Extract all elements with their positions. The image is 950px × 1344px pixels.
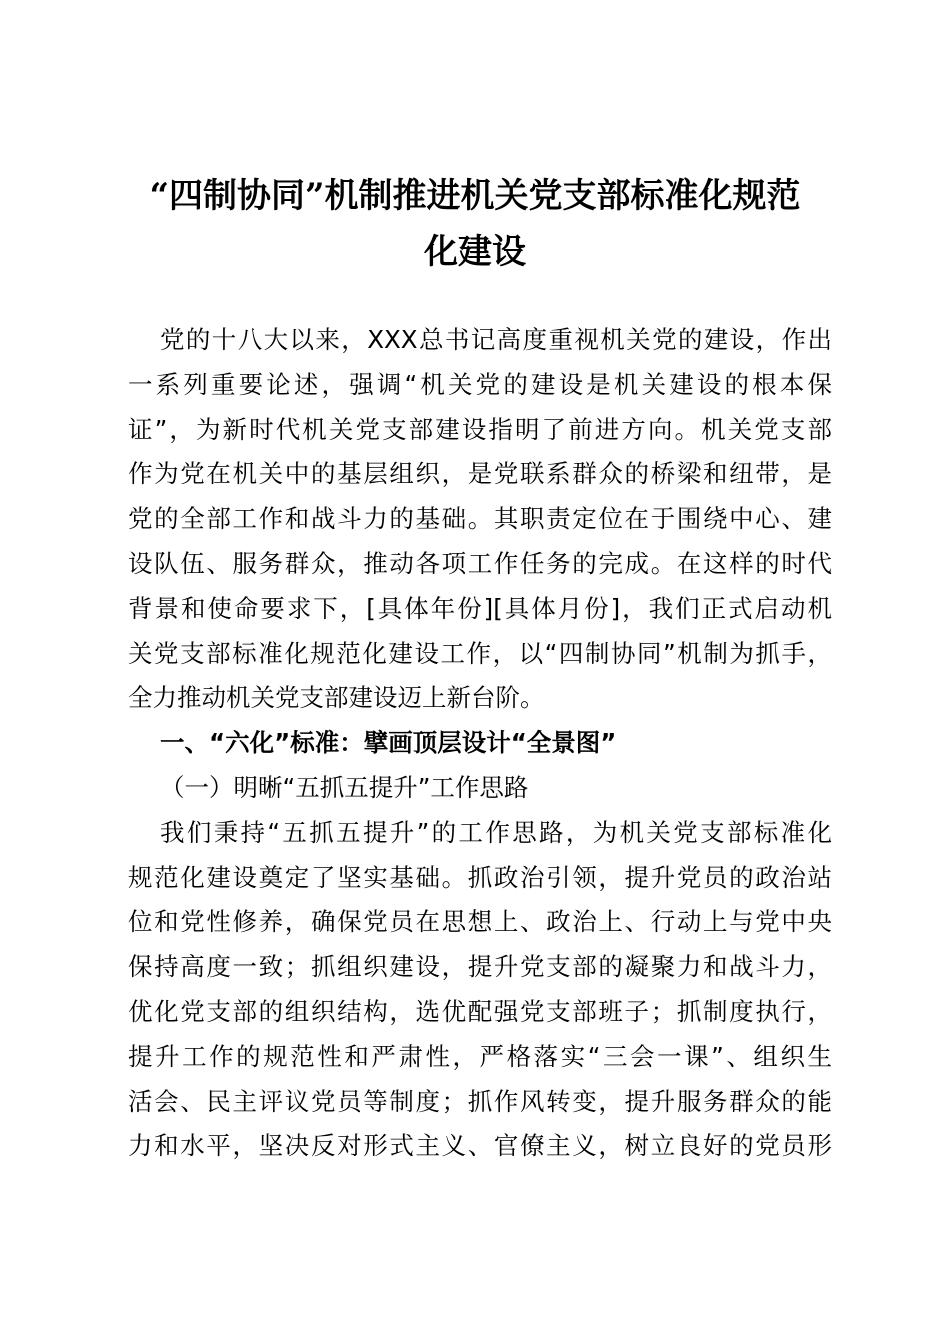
document-title-line-1: “四制协同”机制推进机关党支部标准化规范 (149, 176, 801, 216)
paragraph-line: 力和水平，坚决反对形式主义、官僚主义，树立良好的党员形 (128, 1131, 832, 1161)
section-heading: 一、“六化”标准：擘画顶层设计“全景图” (160, 728, 617, 758)
document-body (128, 318, 832, 1169)
subsection-heading: （一）明晰“五抓五提升”工作思路 (160, 772, 529, 802)
paragraph-line: 全力推动机关党支部建设迈上新台阶。 (128, 683, 545, 713)
paragraph-line: 党的十八大以来，XXX总书记高度重视机关党的建设，作出 (160, 325, 832, 354)
paragraph-line: 关党支部标准化规范化建设工作，以“四制协同”机制为抓手， (128, 638, 832, 668)
paragraph-line: 党的全部工作和战斗力的基础。其职责定位在于围绕中心、建 (128, 504, 832, 534)
document-title-line-2: 化建设 (424, 232, 526, 272)
paragraph-line: 规范化建设奠定了坚实基础。抓政治引领，提升党员的政治站 (128, 862, 832, 892)
paragraph-line: 位和党性修养，确保党员在思想上、政治上、行动上与党中央 (128, 907, 832, 937)
paragraph-line: 一系列重要论述，强调“机关党的建设是机关建设的根本保 (128, 369, 832, 399)
paragraph-line: 背景和使命要求下，[具体年份][具体月份]，我们正式启动机 (128, 593, 832, 623)
paragraph-line: 我们秉持“五抓五提升”的工作思路，为机关党支部标准化 (160, 817, 832, 847)
paragraph-line: 提升工作的规范性和严肃性，严格落实“三会一课”、组织生 (128, 1041, 832, 1071)
paragraph-line: 保持高度一致；抓组织建设，提升党支部的凝聚力和战斗力， (128, 952, 832, 982)
paragraph-line: 活会、民主评议党员等制度；抓作风转变，提升服务群众的能 (128, 1086, 832, 1116)
paragraph-line: 证”，为新时代机关党支部建设指明了前进方向。机关党支部 (128, 414, 832, 444)
paragraph-line: 优化党支部的组织结构，选优配强党支部班子；抓制度执行， (128, 996, 832, 1026)
paragraph-line: 设队伍、服务群众，推动各项工作任务的完成。在这样的时代 (128, 548, 832, 578)
paragraph-line: 作为党在机关中的基层组织，是党联系群众的桥梁和纽带，是 (128, 459, 832, 489)
